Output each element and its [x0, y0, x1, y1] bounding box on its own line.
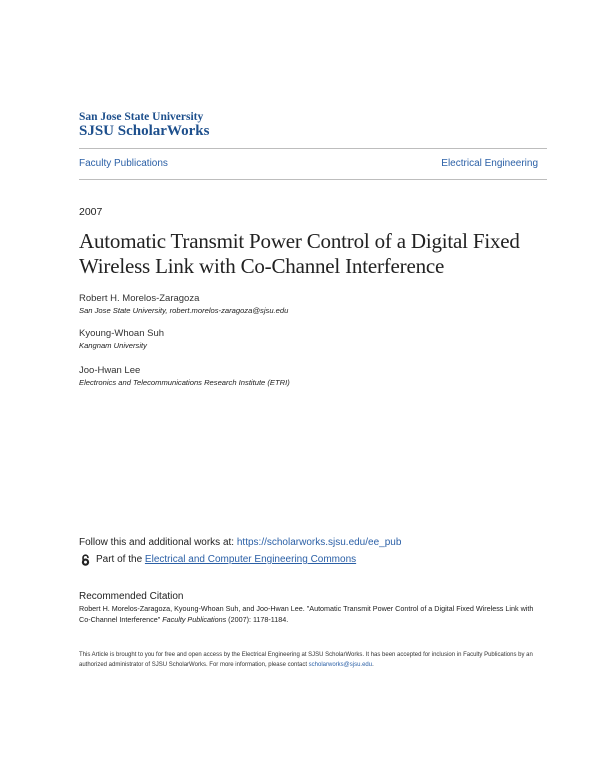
electrical-engineering-link[interactable]: Electrical Engineering [441, 158, 538, 169]
faculty-publications-link[interactable]: Faculty Publications [79, 158, 168, 169]
author-name: Robert H. Morelos-Zaragoza [79, 293, 200, 304]
citation-body: Robert H. Morelos-Zaragoza, Kyoung-Whoan Suh, and Joo-Hwan Lee. "Automatic Transmit Power Control of a Digital Fixed Wireless Link with Co-Channel Interference" [79, 604, 534, 624]
contact-email-link[interactable]: scholarworks@sjsu.edu [308, 662, 373, 668]
citation-heading: Recommended Citation [79, 591, 184, 602]
article-title: Automatic Transmit Power Control of a Digital Fixed Wireless Link with Co-Channel Interference [79, 229, 520, 278]
commons-link[interactable]: Electrical and Computer Engineering Commons [144, 554, 357, 565]
notice-text: This Article is brought to you for free and open access by the Electrical Engineering at SJSU ScholarWorks. It has been accepted for inclusion in Faculty Publications by an authorized administrator of SJSU ScholarWorks. For more information, please contact [79, 652, 533, 668]
open-access-icon [79, 554, 92, 567]
university-name: San Jose State University [79, 111, 204, 123]
citation-tail: (2007): 1178-1184. [226, 615, 289, 624]
follow-label: Follow this and additional works at: [79, 537, 237, 548]
citation-text [79, 603, 539, 625]
author-affiliation: San Jose State University, robert.morelos-zaragoza@sjsu.edu [79, 306, 289, 315]
access-notice [79, 650, 539, 670]
citation-journal: Faculty Publications [162, 615, 227, 624]
follow-line [79, 536, 401, 550]
header-divider-bottom [79, 179, 547, 180]
author-affiliation: Electronics and Telecommunications Research Institute (ETRI) [79, 378, 290, 387]
author-name: Joo-Hwan Lee [79, 365, 141, 376]
author-name: Kyoung-Whoan Suh [79, 328, 165, 339]
header-divider-top [79, 148, 547, 149]
notice-end: . [372, 662, 374, 668]
repository-name[interactable]: SJSU ScholarWorks [79, 123, 210, 139]
author-affiliation: Kangnam University [79, 341, 147, 350]
part-of-label: Part of the [96, 554, 143, 565]
publication-year: 2007 [79, 206, 103, 218]
collection-url-link[interactable]: https://scholarworks.sjsu.edu/ee_pub [236, 537, 402, 548]
part-of-line [79, 553, 356, 567]
